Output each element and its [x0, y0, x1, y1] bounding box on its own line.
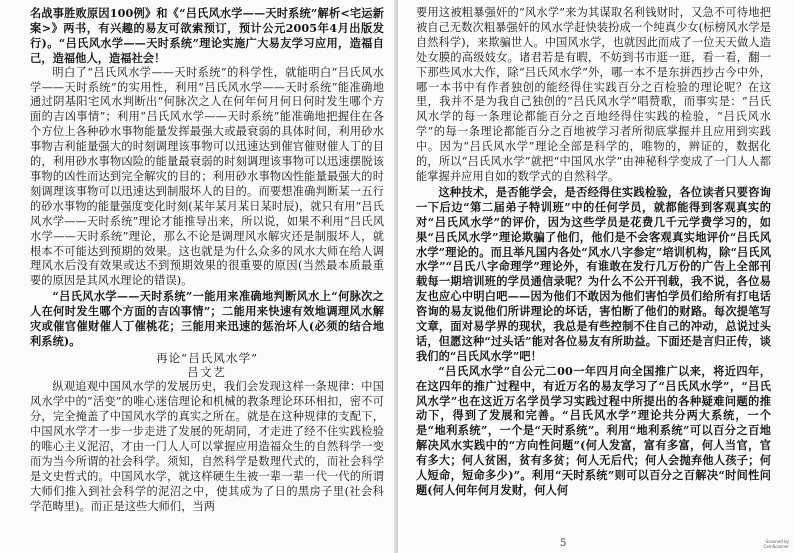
article-author: 吕文艺 — [187, 365, 227, 379]
article-title: 再论“吕氏风水学” — [155, 350, 258, 365]
scanner-watermark: Scanned by CamScanner — [763, 539, 789, 549]
left-page — [0, 0, 396, 553]
right-body-paragraph-1: 要用这被粗暴强奸的“风水学”来为其谋取名利钱财时，又急不可待地把被自己无数次粗暴强奸的风水学赶快装扮成一个纯真少女(标榜风水学是自然科学)，来欺骗世人。中国风水学，也就因此而成了一位天天做人造处女膜的高级妓女。诸君若是有暇，不妨到书市逛一逛，看一看，翻一下那些风水大作，除“吕氏风水学”外，哪一本不是东拼西抄古今中外，哪一本书中有作者独创的能经得住实践百分之百检验的理论呢？在这里，我并不是为我自己独创的“吕氏风水学”唱赞歌，而事实是：“吕氏风水学的每一条理论都能百分之百地经得住实践的检验，“吕氏风水学”的每一条理论都能百分之百地被学习者所彻底掌握并且应用到实践中。因为“吕氏风水学”理论全部是科学的，唯物的，辨证的，数据化的，所以“吕氏风水学”就把“中国风水学”由神秘科学变成了一门人人都能掌握并应用自如的数学式的自然科学。 — [416, 6, 771, 183]
right-body-paragraph-2: 这种技术，是否能学会，是否经得住实践检验，各位读者只要咨询一下后边“第二届弟子特训班”中的任何学员，就都能得到客观真实的对“吕氏风水学”的评价，因为这些学员是花费几千元学费学习的，如果“吕氏风水学”理论欺骗了他们，他们是不会客观真实地评价“吕氏风水学”理论的。而且举凡国内各处“风水八字参定”培训机构，除“吕氏风水学”“吕氏八字命理学”理论外，有谁敢在发行几万份的广告上全部刊载每一期培训班的学员通信录呢？为什么不公开刊载，我不说，各位易友也应心中明白吧——因为他们不敢因为他们害怕学员们给所有打电话咨询的易友说他们所讲理论的坏话，害怕断了他们的财路。每次提笔写文章，面对易学界的现状，我总是有些控制不住自己的冲动，总说过头话，但愿这种“过头话”能对各位易友有所助益。下面还是言归正传，谈我们的“吕氏风水学”吧！ — [416, 184, 771, 363]
left-summary-paragraph: “吕氏风水学——天时系统”一能用来准确地判断风水上“何脉次之人在何时发生哪个方面的吉凶事情”；二能用来快速有效地调理风水解灾或催官催财催人丁催桃花；三能用来迅速的惩治坏人(必须的结合地利系统)。 — [30, 289, 384, 348]
left-intro-paragraph: 名战事胜败原因100例》和《“吕氏风水学——天时系统”解析<宅运新案>》两书，有兴趣的易友可欲索预订，预计公元2005年4月出版发行)。“吕氏风水学——天时系统”理论实施广大易友学习应用，造福自己，造福他人，造福社会！ — [30, 6, 384, 65]
page-number: 5 — [560, 538, 567, 549]
right-body-paragraph-3: “吕氏风水学”自公元二00一年四月向全国推广以来，将近四年，在这四年的推广过程中，有近万名的易友学习了“吕氏风水学”，“吕氏风水学”也在这近万名学员学习实践过程中所提出的各种疑难问题的推动下，得到了发展和完善。“吕氏风水学”理论共分两大系统，一个是“地利系统”，一个是“天时系统”。利用“地利系统”可以百分之百地解决风水实践中的“方向性问题”(何人发富，富有多富，何人当官，官有多大；何人贫困，贫有多贫；何人无后代；何人会抛弃他人孩子；何人短命，短命多少)”。利用“天时系统”则可以百分之百解决“时间性问题(何人何年何月发财，何人何 — [416, 363, 771, 497]
left-body-paragraph: 明白了“吕氏风水学——天时系统”的科学性，就能明白“吕氏风水学——天时系统”的实用性，利用“吕氏风水学——天时系统”能准确地通过阴基阳宅风水判断出“何脉次之人在何年何月何日何时发生哪个方面的吉凶事情”；利用“吕氏风水学——天时系统”能准确地把握住在各个方位上各种砂水事物能量发挥最强大或最衰弱的具体时间，利用砂水事物吉利能量强大的时刻调理该事物可以迅速达到催官催财催人丁的目的，利用砂水事物凶险的能量最衰弱的时刻调理该事物可以迅速摆脱该事物的凶性而达到完全解灾的目的；利用砂水事物凶性能量最强大的时刻调理该事物可以迅速达到制服坏人的目的。而要想准确判断某一五行的砂水事物的能量强度变化时刻(某年某月某日某时辰)，就只有用“吕氏风水学——天时系统”理论才能推导出来，所以说，如果不利用“吕氏风水学——天时系统”理论，那么不论是调理风水解灾还是制服坏人，就根本不可能达到预期的效果。这也就是为什么众多的风水大师在给人调理风水后没有效果或达不到预期效果的很重要的原因(当然最本质最重要的原因是其风水理论的错误)。 — [30, 65, 384, 288]
left-article-paragraph: 纵观追观中国风水学的发展历史，我们会发现这样一条规律：中国风水学中的“活变”的唯心迷信理论和机械的教条理论环环相扣，密不可分，完全掩盖了中国风水学的真实之所在。就是在这种规律的支配下，中国风水学才一步一步走进了发展的死胡同，才走进了经不住实践检验的唯心主义泥沼，才由一门人人可以掌握应用造福众生的自然科学一变而为当今所谓的社会科学。须知，自然科学是数理代式的，而社会科学是文史哲式的。中国风水学，就这样硬生生被一辈一辈一代一代的所谓大师们推入到社会科学的泥沼之中，使其成为了日的黑房子里(社会科学范畴里)。而正是这些大师们，当两 — [30, 380, 384, 513]
right-page — [398, 0, 793, 553]
